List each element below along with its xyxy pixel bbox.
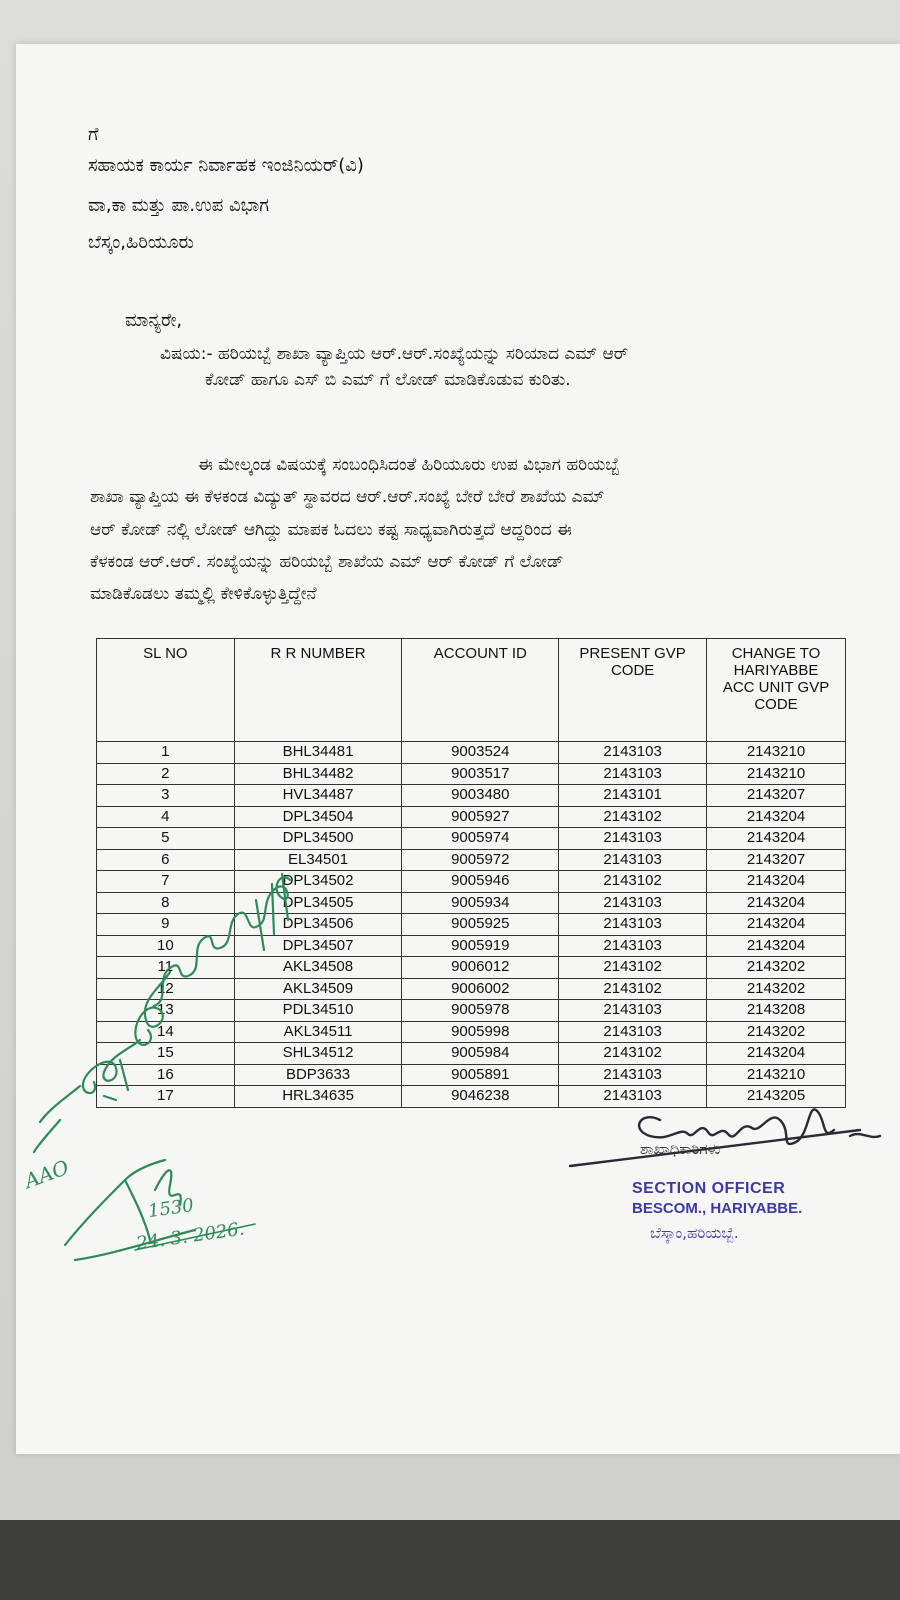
cell-sl-no: 1 [97, 742, 235, 764]
cell-account-id: 9005984 [402, 1043, 559, 1065]
cell-sl-no: 16 [97, 1064, 235, 1086]
cell-rr-number: AKL34508 [234, 957, 402, 979]
stamp-line-1: SECTION OFFICER [632, 1180, 786, 1197]
cell-sl-no: 8 [97, 892, 235, 914]
cell-account-id: 9005972 [402, 849, 559, 871]
cell-sl-no: 15 [97, 1043, 235, 1065]
cell-change-gvp: 2143210 [707, 742, 846, 764]
cell-present-gvp: 2143103 [559, 1021, 707, 1043]
cell-account-id: 9005934 [402, 892, 559, 914]
cell-rr-number: SHL34512 [234, 1043, 402, 1065]
cell-sl-no: 6 [97, 849, 235, 871]
cell-rr-number: DPL34504 [234, 806, 402, 828]
cell-account-id: 9005978 [402, 1000, 559, 1022]
cell-sl-no: 14 [97, 1021, 235, 1043]
cell-account-id: 9006002 [402, 978, 559, 1000]
background-surface [0, 1520, 900, 1600]
table-row [97, 828, 846, 850]
to-label: ಗೆ [88, 124, 99, 145]
cell-sl-no: 2 [97, 763, 235, 785]
salutation: ಮಾನ್ಯರೇ, [125, 310, 183, 331]
table-row [97, 742, 846, 764]
stamp-line-2: BESCOM., HARIYABBE. [632, 1200, 803, 1217]
cell-sl-no: 12 [97, 978, 235, 1000]
cell-present-gvp: 2143103 [559, 935, 707, 957]
table-header-row [97, 639, 846, 742]
cell-rr-number: BDP3633 [234, 1064, 402, 1086]
cell-account-id: 9006012 [402, 957, 559, 979]
cell-change-gvp: 2143202 [707, 957, 846, 979]
body-line-1: ಈ ಮೇಲ್ಕಂಡ ವಿಷಯಕ್ಕೆ ಸಂಬಂಧಿಸಿದಂತೆ ಹಿರಿಯೂರು ಉಪ ವಿಭಾಗ ಹರಿಯಬ್ಬೆ [198, 455, 620, 475]
cell-present-gvp: 2143103 [559, 892, 707, 914]
recipient-line-3: ಬೆಸ್ಕಂ,ಹಿರಿಯೂರು [88, 232, 194, 253]
cell-account-id: 9003517 [402, 763, 559, 785]
cell-present-gvp: 2143103 [559, 1086, 707, 1108]
green-ink-signature [20, 860, 340, 1160]
cell-present-gvp: 2143101 [559, 785, 707, 807]
cell-account-id: 9005927 [402, 806, 559, 828]
header-sl-no: SL NO [97, 639, 235, 742]
cell-change-gvp: 2143207 [707, 785, 846, 807]
cell-change-gvp: 2143202 [707, 978, 846, 1000]
cell-account-id: 9003480 [402, 785, 559, 807]
cell-present-gvp: 2143103 [559, 742, 707, 764]
table-row [97, 763, 846, 785]
cell-change-gvp: 2143207 [707, 849, 846, 871]
table-row [97, 785, 846, 807]
cell-rr-number: HVL34487 [234, 785, 402, 807]
cell-sl-no: 11 [97, 957, 235, 979]
cell-change-gvp: 2143204 [707, 806, 846, 828]
cell-sl-no: 9 [97, 914, 235, 936]
body-line-5: ಮಾಡಿಕೊಡಲು ತಮ್ಮಲ್ಲಿ ಕೇಳಿಕೊಳ್ಳುತ್ತಿದ್ದೇನೆ [90, 584, 317, 604]
header-rr-number: R R NUMBER [234, 639, 402, 742]
cell-rr-number: DPL34505 [234, 892, 402, 914]
cell-account-id: 9003524 [402, 742, 559, 764]
cell-change-gvp: 2143210 [707, 1064, 846, 1086]
cell-account-id: 9005974 [402, 828, 559, 850]
handwritten-date: 24. 3. 2026. [135, 1218, 246, 1255]
cell-change-gvp: 2143204 [707, 1043, 846, 1065]
officer-signature [560, 1090, 890, 1180]
cell-present-gvp: 2143103 [559, 914, 707, 936]
cell-sl-no: 3 [97, 785, 235, 807]
cell-sl-no: 13 [97, 1000, 235, 1022]
cell-present-gvp: 2143102 [559, 871, 707, 893]
recipient-line-1: ಸಹಾಯಕ ಕಾರ್ಯ ನಿರ್ವಾಹಕ ಇಂಜಿನಿಯರ್(ವಿ) [88, 155, 364, 176]
subject-line-2: ಕೋಡ್ ಹಾಗೂ ಎಸ್ ಬಿ ಎಮ್ ಗೆ ಲೋಡ್ ಮಾಡಿಕೊಡುವ ಕುರಿತು. [205, 370, 571, 390]
cell-account-id: 9005946 [402, 871, 559, 893]
cell-rr-number: DPL34500 [234, 828, 402, 850]
cell-change-gvp: 2143205 [707, 1086, 846, 1108]
cell-sl-no: 7 [97, 871, 235, 893]
cell-sl-no: 4 [97, 806, 235, 828]
cell-account-id: 9005891 [402, 1064, 559, 1086]
cell-present-gvp: 2143103 [559, 1064, 707, 1086]
cell-sl-no: 5 [97, 828, 235, 850]
cell-present-gvp: 2143103 [559, 849, 707, 871]
stamp-line-3: ಬೆಸ್ಕಾಂ,ಹರಿಯಬ್ಬೆ. [650, 1224, 739, 1242]
table-row [97, 806, 846, 828]
body-line-3: ಆರ್ ಕೋಡ್ ನಲ್ಲಿ ಲೋಡ್ ಆಗಿದ್ದು ಮಾಪಕ ಓದಲು ಕಷ್ಟ ಸಾಧ್ಯವಾಗಿರುತ್ತದೆ ಆದ್ದರಿಂದ ಈ [90, 520, 572, 540]
cell-change-gvp: 2143204 [707, 892, 846, 914]
cell-account-id: 9005925 [402, 914, 559, 936]
cell-rr-number: AKL34511 [234, 1021, 402, 1043]
officer-title: ಶಾಖಾಧಿಕಾರಿಗಳು [640, 1140, 721, 1158]
cell-change-gvp: 2143208 [707, 1000, 846, 1022]
header-change-gvp-code: CHANGE TO HARIYABBE ACC UNIT GVP CODE [707, 639, 846, 742]
handwritten-initials: AAO [21, 1154, 73, 1194]
cell-account-id: 9005998 [402, 1021, 559, 1043]
header-account-id: ACCOUNT ID [402, 639, 559, 742]
cell-change-gvp: 2143210 [707, 763, 846, 785]
header-present-gvp-code: PRESENT GVP CODE [559, 639, 707, 742]
cell-rr-number: DPL34506 [234, 914, 402, 936]
body-line-2: ಶಾಖಾ ವ್ಯಾಪ್ತಿಯ ಈ ಕೆಳಕಂಡ ವಿದ್ಯುತ್ ಸ್ಥಾವರದ ಆರ್.ಆರ್.ಸಂಖ್ಯೆ ಬೇರೆ ಬೇರೆ ಶಾಖೆಯ ಎಮ್ [90, 487, 605, 507]
cell-sl-no: 10 [97, 935, 235, 957]
cell-rr-number: DPL34507 [234, 935, 402, 957]
cell-rr-number: BHL34482 [234, 763, 402, 785]
cell-present-gvp: 2143102 [559, 1043, 707, 1065]
cell-rr-number: EL34501 [234, 849, 402, 871]
cell-present-gvp: 2143103 [559, 763, 707, 785]
subject-line-1: ವಿಷಯ:- ಹರಿಯಬ್ಬೆ ಶಾಖಾ ವ್ಯಾಪ್ತಿಯ ಆರ್.ಆರ್.ಸಂಖ್ಯೆಯನ್ನು ಸರಿಯಾದ ಎಮ್ ಆರ್ [160, 344, 629, 364]
cell-rr-number: BHL34481 [234, 742, 402, 764]
cell-change-gvp: 2143202 [707, 1021, 846, 1043]
cell-present-gvp: 2143102 [559, 957, 707, 979]
cell-change-gvp: 2143204 [707, 914, 846, 936]
handwritten-number: 1530 [146, 1194, 196, 1223]
cell-rr-number: PDL34510 [234, 1000, 402, 1022]
cell-rr-number: AKL34509 [234, 978, 402, 1000]
cell-account-id: 9005919 [402, 935, 559, 957]
cell-sl-no: 17 [97, 1086, 235, 1108]
cell-change-gvp: 2143204 [707, 828, 846, 850]
cell-account-id: 9046238 [402, 1086, 559, 1108]
cell-present-gvp: 2143102 [559, 806, 707, 828]
cell-rr-number: DPL34502 [234, 871, 402, 893]
cell-change-gvp: 2143204 [707, 871, 846, 893]
cell-present-gvp: 2143103 [559, 1000, 707, 1022]
recipient-line-2: ವಾ,ಕಾ ಮತ್ತು ಪಾ.ಉಪ ವಿಭಾಗ [88, 195, 269, 216]
cell-change-gvp: 2143204 [707, 935, 846, 957]
cell-rr-number: HRL34635 [234, 1086, 402, 1108]
cell-present-gvp: 2143103 [559, 828, 707, 850]
body-line-4: ಕೆಳಕಂಡ ಆರ್.ಆರ್. ಸಂಖ್ಯೆಯನ್ನು ಹರಿಯಬ್ಬೆ ಶಾಖೆಯ ಎಮ್ ಆರ್ ಕೋಡ್ ಗೆ ಲೋಡ್ [90, 552, 564, 572]
cell-present-gvp: 2143102 [559, 978, 707, 1000]
